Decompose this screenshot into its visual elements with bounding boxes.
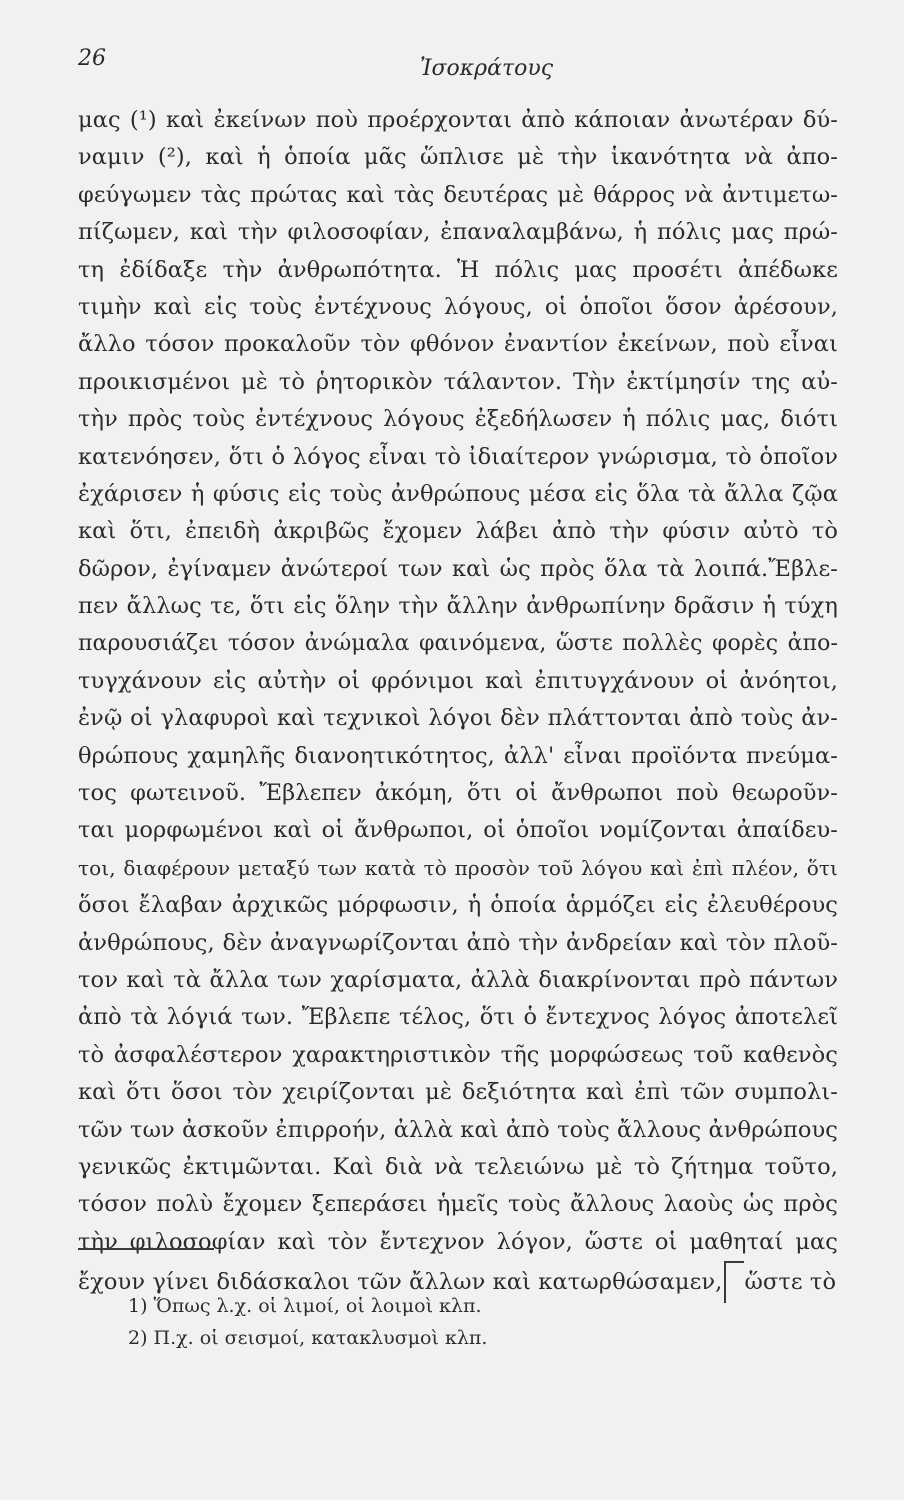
text-line: τον καὶ τὰ ἄλλα των χαρίσματα, ἀλλὰ διακρίνονται πρὸ πάντων	[78, 966, 838, 993]
text-line: πεν ἄλλως τε, ὅτι εἰς ὅλην τὴν ἄλλην ἀνθρωπίνην δρᾶσιν ἡ τύχη	[78, 593, 838, 620]
text-line: τῶν των ἀσκοῦν ἐπιρροήν, ἀλλὰ καὶ ἀπὸ τοὺς ἄλλους ἀνθρώπους	[78, 1116, 838, 1143]
footnote-2: 2) Π.χ. οἱ σεισμοί, κατακλυσμοὶ κλπ.	[128, 1327, 488, 1349]
running-head: Ἰσοκράτους	[420, 56, 554, 81]
text-line: ναμιν (²), καὶ ἡ ὁποία μᾶς ὥπλισε μὲ τὴν ἱκανότητα νὰ ἀπο-	[78, 144, 838, 171]
text-line: φεύγωμεν τὰς πρώτας καὶ τὰς δευτέρας μὲ θάρρος νὰ ἀντιμετω-	[78, 181, 838, 208]
text-line: πίζωμεν, καὶ τὴν φιλοσοφίαν, ἐπαναλαμβάνω, ἡ πόλις μας πρώ-	[78, 219, 838, 246]
text-line: γενικῶς ἐκτιμῶνται. Καὶ διὰ νὰ τελειώνω μὲ τὸ ζήτημα τοῦτο,	[78, 1153, 838, 1180]
text-line: τὸ ἀσφαλέστερον χαρακτηριστικὸν τῆς μορφώσεως τοῦ καθενὸς	[78, 1041, 838, 1068]
text-line: καὶ ὅτι, ἐπειδὴ ἀκριβῶς ἔχομεν λάβει ἀπὸ τὴν φύσιν αὐτὸ τὸ	[78, 518, 838, 545]
proofreader-bracket-mark	[724, 1261, 744, 1303]
text-line: καὶ ὅτι ὅσοι τὸν χειρίζονται μὲ δεξιότητα καὶ ἐπὶ τῶν συμπολι-	[78, 1079, 838, 1106]
body-text	[78, 102, 838, 1299]
footnotes	[128, 1290, 487, 1354]
text-line: παρουσιάζει τόσον ἀνώμαλα φαινόμενα, ὥστε πολλὲς φορὲς ἀπο-	[78, 631, 838, 657]
page-number: 26	[78, 46, 106, 71]
text-line: ὅσοι ἔλαβαν ἀρχικῶς μόρφωσιν, ἡ ὁποία ἁρμόζει εἰς ἐλευθέρους	[78, 892, 838, 919]
text-line: τιμὴν καὶ εἰς τοὺς ἐντέχνους λόγους, οἱ ὁποῖοι ὅσον ἀρέσουν,	[78, 293, 838, 320]
footnote-1: 1) Ὅπως λ.χ. οἱ λιμοί, οἱ λοιμοὶ κλπ.	[128, 1295, 482, 1317]
text-line-last-head: ἔχουν γίνει διδάσκαλοι τῶν ἄλλων καὶ κατωρθώσαμεν,	[78, 1269, 723, 1296]
text-line: τυγχάνουν εἰς αὐτὴν οἱ φρόνιμοι καὶ ἐπιτυγχάνουν οἱ ἀνόητοι,	[78, 667, 838, 694]
text-line: προικισμένοι μὲ τὸ ῥητορικὸν τάλαντον. Τὴν ἐκτίμησίν της αὐ-	[78, 368, 838, 395]
text-line: κατενόησεν, ὅτι ὁ λόγος εἶναι τὸ ἰδιαίτερον γνώρισμα, τὸ ὁποῖον	[78, 443, 838, 470]
footnote-divider	[78, 1248, 214, 1250]
text-line: ἀνθρώπους, δὲν ἀναγνωρίζονται ἀπὸ τὴν ἀνδρείαν καὶ τὸν πλοῦ-	[78, 929, 838, 956]
text-line: ται μορφωμένοι καὶ οἱ ἄνθρωποι, οἱ ὁποῖοι νομίζονται ἀπαίδευ-	[78, 817, 838, 844]
text-line: τος φωτεινοῦ. Ἔβλεπεν ἀκόμη, ὅτι οἱ ἄνθρωποι ποὺ θεωροῦν-	[78, 780, 838, 807]
text-line-last-tail: ὥστε τὸ	[744, 1269, 837, 1296]
text-line: ἐνῷ οἱ γλαφυροὶ καὶ τεχνικοὶ λόγοι δὲν πλάττονται ἀπὸ τοὺς ἀν-	[78, 705, 838, 732]
text-line: τοι, διαφέρουν μεταξύ των κατὰ τὸ προσὸν τοῦ λόγου καὶ ἐπὶ πλέον, ὅτι	[78, 855, 838, 880]
text-line: τὴν πρὸς τοὺς ἐντέχνους λόγους ἐξεδήλωσεν ἡ πόλις μας, διότι	[78, 406, 838, 433]
text-line: ἐχάρισεν ἡ φύσις εἰς τοὺς ἀνθρώπους μέσα εἰς ὅλα τὰ ἄλλα ζῷα	[78, 480, 838, 507]
text-line: δῶρον, ἐγίναμεν ἀνώτεροί των καὶ ὡς πρὸς ὅλα τὰ λοιπά.Ἔβλε-	[78, 555, 838, 582]
text-line: τη ἐδίδαξε τὴν ἀνθρωπότητα. Ἡ πόλις μας προσέτι ἀπέδωκε	[78, 256, 838, 283]
text-line: ἀπὸ τὰ λόγιά των. Ἔβλεπε τέλος, ὅτι ὁ ἔντεχνος λόγος ἀποτελεῖ	[78, 1004, 838, 1031]
text-line: τὴν φιλοσοφίαν καὶ τὸν ἔντεχνον λόγον, ὥστε οἱ μαθηταί μας	[78, 1228, 838, 1255]
text-line: τόσον πολὺ ἔχομεν ξεπεράσει ἡμεῖς τοὺς ἄλλους λαοὺς ὡς πρὸς	[78, 1191, 838, 1218]
text-line: ἄλλο τόσον προκαλοῦν τὸν φθόνον ἐναντίον ἐκείνων, ποὺ εἶναι	[78, 331, 838, 358]
text-line: θρώπους χαμηλῆς διανοητικότητος, ἀλλ' εἶναι προϊόντα πνεύμα-	[78, 742, 838, 769]
text-line: μας (¹) καὶ ἐκείνων ποὺ προέρχονται ἀπὸ κάποιαν ἀνωτέραν δύ-	[78, 107, 838, 133]
